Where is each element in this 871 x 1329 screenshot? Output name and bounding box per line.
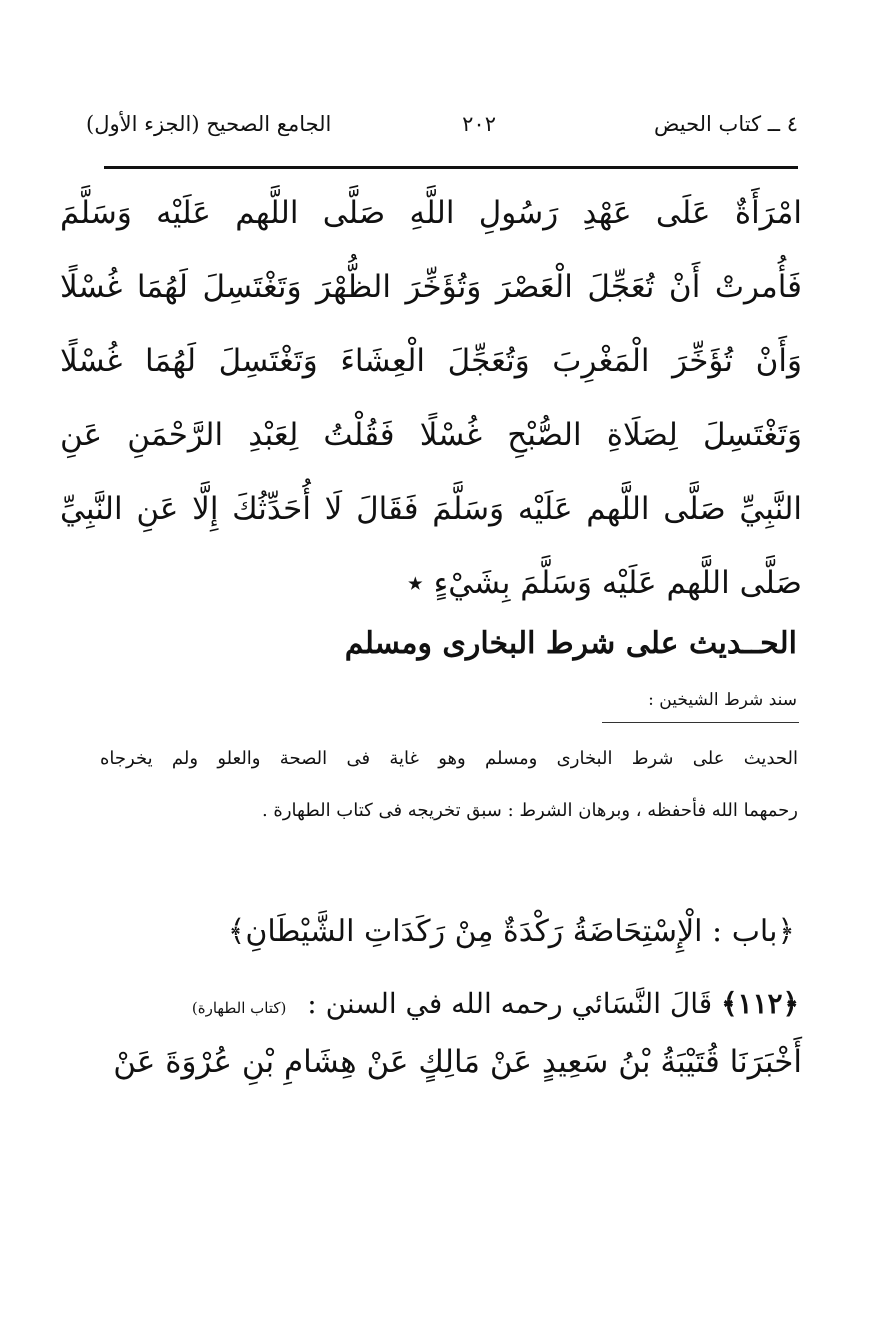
hadith-number: ﴿١١٢﴾ (721, 987, 799, 1020)
book-title: الجامع الصحيح (الجزء الأول) (86, 112, 332, 136)
source-reference: (كتاب الطهارة) (191, 999, 287, 1017)
chapter-heading: ﴿باب : الْإِسْتِحَاضَةُ رَكْدَةٌ مِنْ رَكَدَاتِ الشَّيْطَانِ﴾ (227, 914, 795, 949)
page-number: ٢٠٢ (462, 112, 496, 136)
narration-intro (192, 987, 799, 1020)
isnad-line: أَخْبَرَنَا قُتَيْبَةُ بْنُ سَعِيدٍ عَنْ مَالِكٍ عَنْ هِشَامِ بْنِ عُرْوَةَ عَنْ (113, 1044, 802, 1080)
commentary-line: الحديث على شرط البخارى ومسلم وهو غاية فى الصحة والعلو ولم يخرجاه (100, 748, 798, 769)
running-header (86, 112, 798, 148)
hadith-line: صَلَّى اللَّهم عَلَيْه وَسَلَّمَ بِشَيْءٍ ٭ (406, 565, 802, 601)
commentary (100, 744, 798, 848)
hadith-line: وَأَنْ تُؤَخِّرَ الْمَغْرِبَ وَتُعَجِّلَ الْعِشَاءَ وَتَغْتَسِلَ لَهُمَا غُسْلًا (60, 343, 802, 379)
hadith-text (60, 194, 802, 638)
subheading-underline (602, 722, 799, 723)
chapter-title: ٤ ــ كتاب الحيض (654, 112, 798, 136)
commentary-line: رحمهما الله فأحفظه ، وبرهان الشرط : سبق تخريجه فى كتاب الطهارة . (261, 800, 798, 821)
hadith-line: النَّبِيِّ صَلَّى اللَّهم عَلَيْه وَسَلَّمَ فَقَالَ لَا أُحَدِّثُكَ إِلَّا عَنِ النَّبِيِّ (60, 491, 802, 527)
hadith-line: فَأُمرتْ أَنْ تُعَجِّلَ الْعَصْرَ وَتُؤَخِّرَ الظُّهْرَ وَتَغْتَسِلَ لَهُمَا غُسْلًا (60, 269, 802, 305)
narration-text: قَالَ النَّسَائي رحمه الله في السنن : (307, 987, 713, 1020)
section-subheading: سند شرط الشيخين : (648, 690, 797, 710)
hadith-line: وَتَغْتَسِلَ لِصَلَاةِ الصُّبْحِ غُسْلًا فَقُلْتُ لِعَبْدِ الرَّحْمَنِ عَنِ (60, 417, 802, 453)
header-rule (104, 166, 798, 169)
hadith-grade: الحــديث على شرط البخارى ومسلم (344, 626, 797, 661)
hadith-line: امْرَأَةٌ عَلَى عَهْدِ رَسُولِ اللَّهِ صَلَّى اللَّهم عَلَيْه وَسَلَّمَ (60, 195, 802, 231)
